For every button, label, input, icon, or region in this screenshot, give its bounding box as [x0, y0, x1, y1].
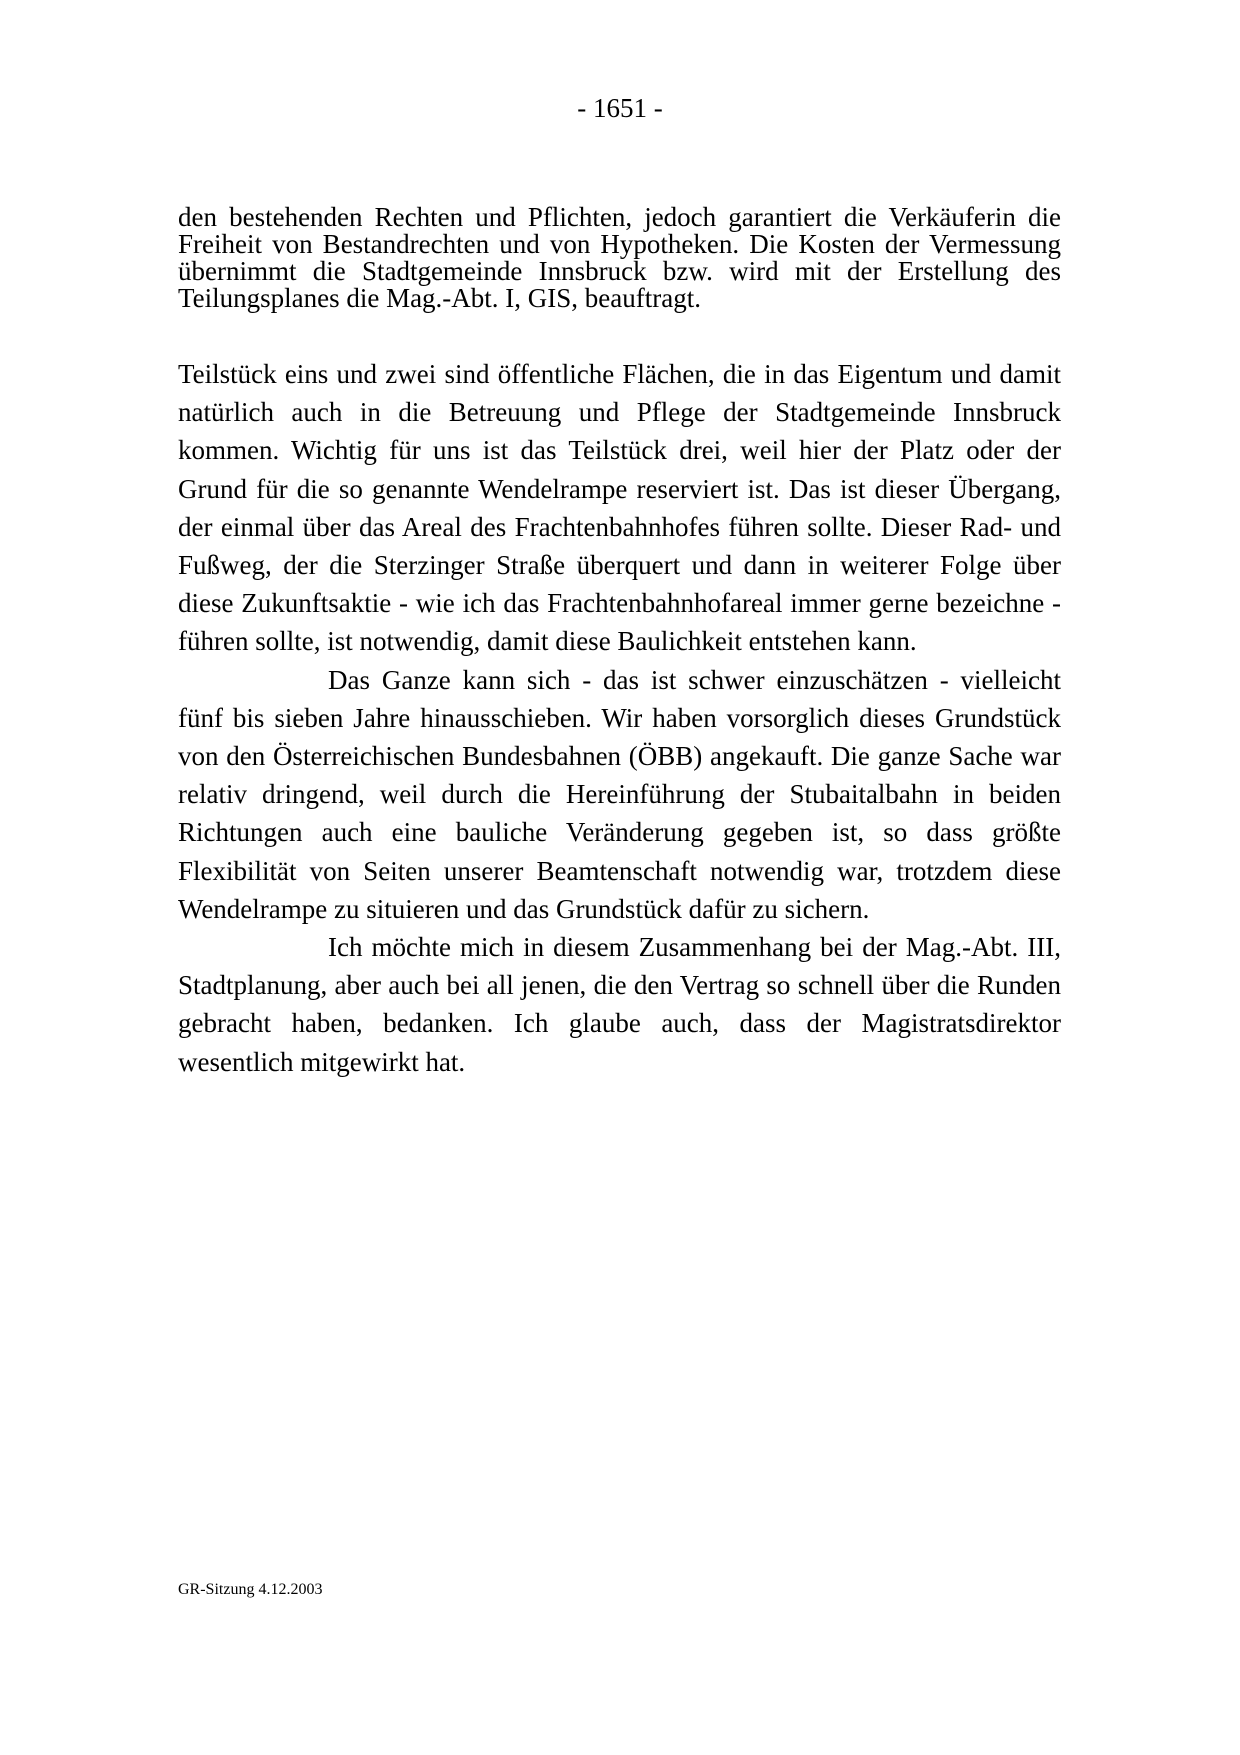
paragraph-teilstueck: Teilstück eins und zwei sind öffentliche Flächen, die in das Eigentum und damit natürlich auch in die Betreuung und Pflege der Stadtgemeinde Innsbruck kommen. Wichtig für uns ist das Teilstück drei, weil hier der Platz oder der Grund für die so genannte Wendelrampe reserviert ist. Das ist dieser Übergang, der einmal über das Areal des Frachtenbahnhofes führen sollte. Dieser Rad- und Fußweg, der die Sterzinger Straße überquert und dann in weiterer Folge über diese Zukunftsaktie - wie ich das Frachtenbahnhofareal immer gerne bezeichne - führen sollte, ist notwendig, damit diese Baulichkeit entstehen kann.	[178, 359, 1061, 657]
footer-session-date: GR-Sitzung 4.12.2003	[178, 1581, 323, 1598]
paragraph-das-ganze: Das Ganze kann sich - das ist schwer einzuschätzen - vielleicht fünf bis sieben Jahre hinausschieben. Wir haben vorsorglich dieses Grundstück von den Österreichischen Bundesbahnen (ÖBB) angekauft. Die ganze Sache war relativ dringend, weil durch die Hereinführung der Stubaitalbahn in beiden Richtungen auch eine bauliche Veränderung gegeben ist, so dass größte Flexibilität von Seiten unserer Beamtenschaft notwendig war, trotzdem diese Wendelrampe zu situieren und das Grundstück dafür zu sichern.	[178, 664, 1061, 924]
paragraph-contract-terms: den bestehenden Rechten und Pflichten, jedoch garantiert die Verkäuferin die Freiheit von Bestandrechten und von Hypotheken. Die Kosten der Vermessung übernimmt die Stadtgemeinde Innsbruck bzw. wird mit der Erstellung des Teilungsplanes die Mag.-Abt. I, GIS, beauftragt.	[178, 202, 1061, 313]
paragraph-dank: Ich möchte mich in diesem Zusammenhang bei der Mag.-Abt. III, Stadtplanung, aber auch bei all jenen, die den Vertrag so schnell über die Runden gebracht haben, bedanken. Ich glaube auch, dass der Magistratsdirektor wesentlich mitgewirkt hat.	[178, 932, 1061, 1077]
page-number: - 1651 -	[577, 93, 663, 123]
body-text	[178, 355, 1061, 1081]
